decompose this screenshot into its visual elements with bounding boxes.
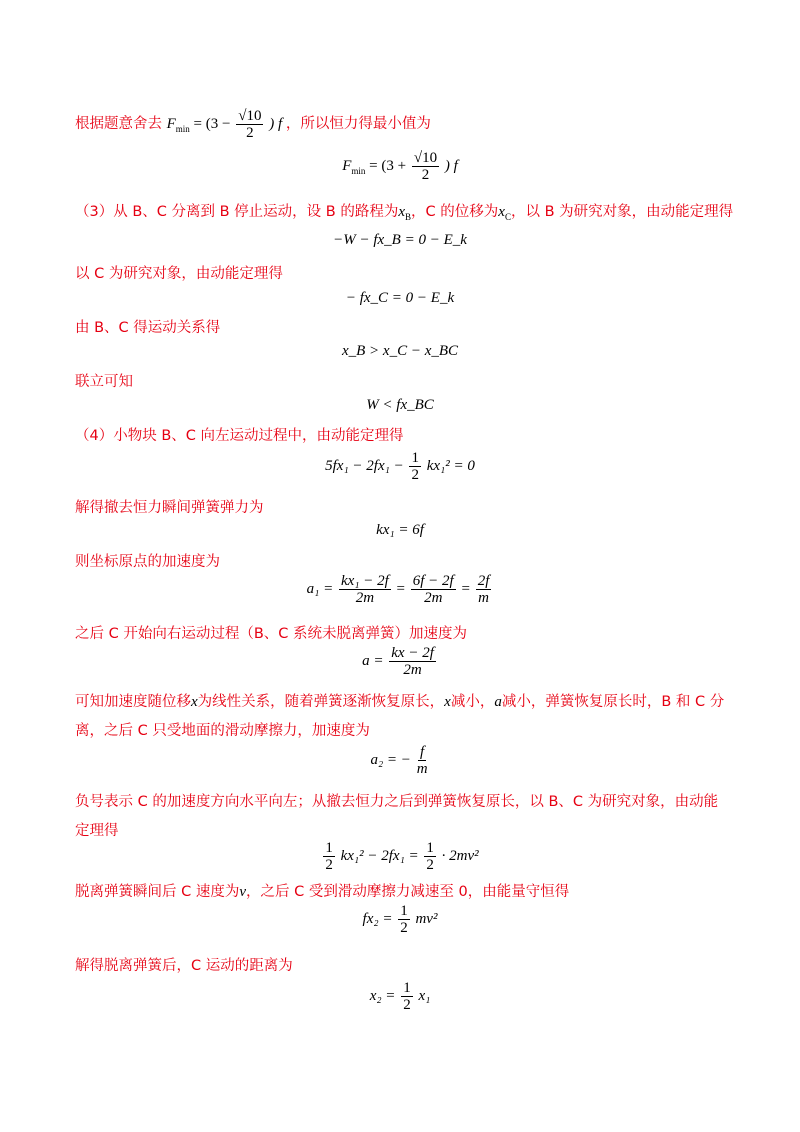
equation-12: fx₂ = $\frac{1}{2}$ mv² xyxy=(362,903,438,936)
text-line-4: 由 B、C 得运动关系得 xyxy=(75,320,221,336)
text-line-3: 以 C 为研究对象，由动能定理得 xyxy=(75,266,283,282)
equation-fmin: $F_{min} = (3$ + $\frac{√10}{2}$ ) f xyxy=(342,150,458,183)
text-line-5: 联立可知 xyxy=(75,374,133,390)
equation-13: x₂ = $\frac{1}{2}$ x₁ xyxy=(369,980,431,1013)
text-span: ，所以恒力得最小值为 xyxy=(285,115,431,132)
equation-11: $\frac{1}{2}$ kx₁² − 2fx₁ = $\frac{1}{2}$ · 2mv² xyxy=(325,840,479,873)
text-line-10: 可知加速度随位移x为线性关系，随着弹簧逐渐恢复原长，x减小，a减小，弹簧恢复原长时，B 和 C 分离，之后 C 只受地面的滑动摩擦力，加速度为 xyxy=(75,694,725,739)
equation-10: a₂ = − $\frac{f}{m}$ xyxy=(370,744,428,777)
equation-8: a₁ = $\frac{\text{kx₁ − 2f}}{2m}$ = $\frac{6f - 2f}{2m}$ = $\frac{2f}{m}$ xyxy=(306,573,490,606)
text-line-12: 脱离弹簧瞬间后 C 速度为v，之后 C 受到滑动摩擦力减速至 0，由能量守恒得 xyxy=(75,884,570,900)
text-line-11: 负号表示 C 的加速度方向水平向左；从撤去恒力之后到弹簧恢复原长，以 B、C 为研究对象，由动能定理得 xyxy=(75,794,719,839)
text-line-1 xyxy=(75,108,431,141)
equation-6: 5fx₁ − 2fx₁ − $\frac{1}{2}$ kx₁² = 0 xyxy=(325,450,475,483)
text-span: 根据题意舍去 xyxy=(75,115,162,132)
equation-2: −W − fx_B = 0 − E_k xyxy=(333,232,467,248)
equation-9: a = $\frac{kx - 2f}{2m}$ xyxy=(362,645,434,678)
equation-7: kx₁ = 6f xyxy=(376,522,424,538)
text-line-9: 之后 C 开始向右运动过程（B、C 系统未脱离弹簧）加速度为 xyxy=(75,626,468,642)
text-line-8: 则坐标原点的加速度为 xyxy=(75,554,220,570)
equation-5: W < fx_BC xyxy=(366,397,434,413)
text-line-7: 解得撤去恒力瞬间弹簧弹力为 xyxy=(75,500,264,516)
text-line-2: （3）从 B、C 分离到 B 停止运动，设 B 的路程为$x_B$，C 的位移为$x_C$，以 B 为研究对象，由动能定理得 xyxy=(75,204,734,222)
text-line-6: （4）小物块 B、C 向左运动过程中，由动能定理得 xyxy=(75,428,404,444)
text-line-13: 解得脱离弹簧后，C 运动的距离为 xyxy=(75,958,293,974)
equation-4: x_B > x_C − x_BC xyxy=(341,343,459,359)
equation-3: − fx_C = 0 − E_k xyxy=(345,290,455,306)
formula-fmin-inline: $F_{min} = (3$ − $\frac{√10}{2}$ ) f xyxy=(166,108,283,141)
